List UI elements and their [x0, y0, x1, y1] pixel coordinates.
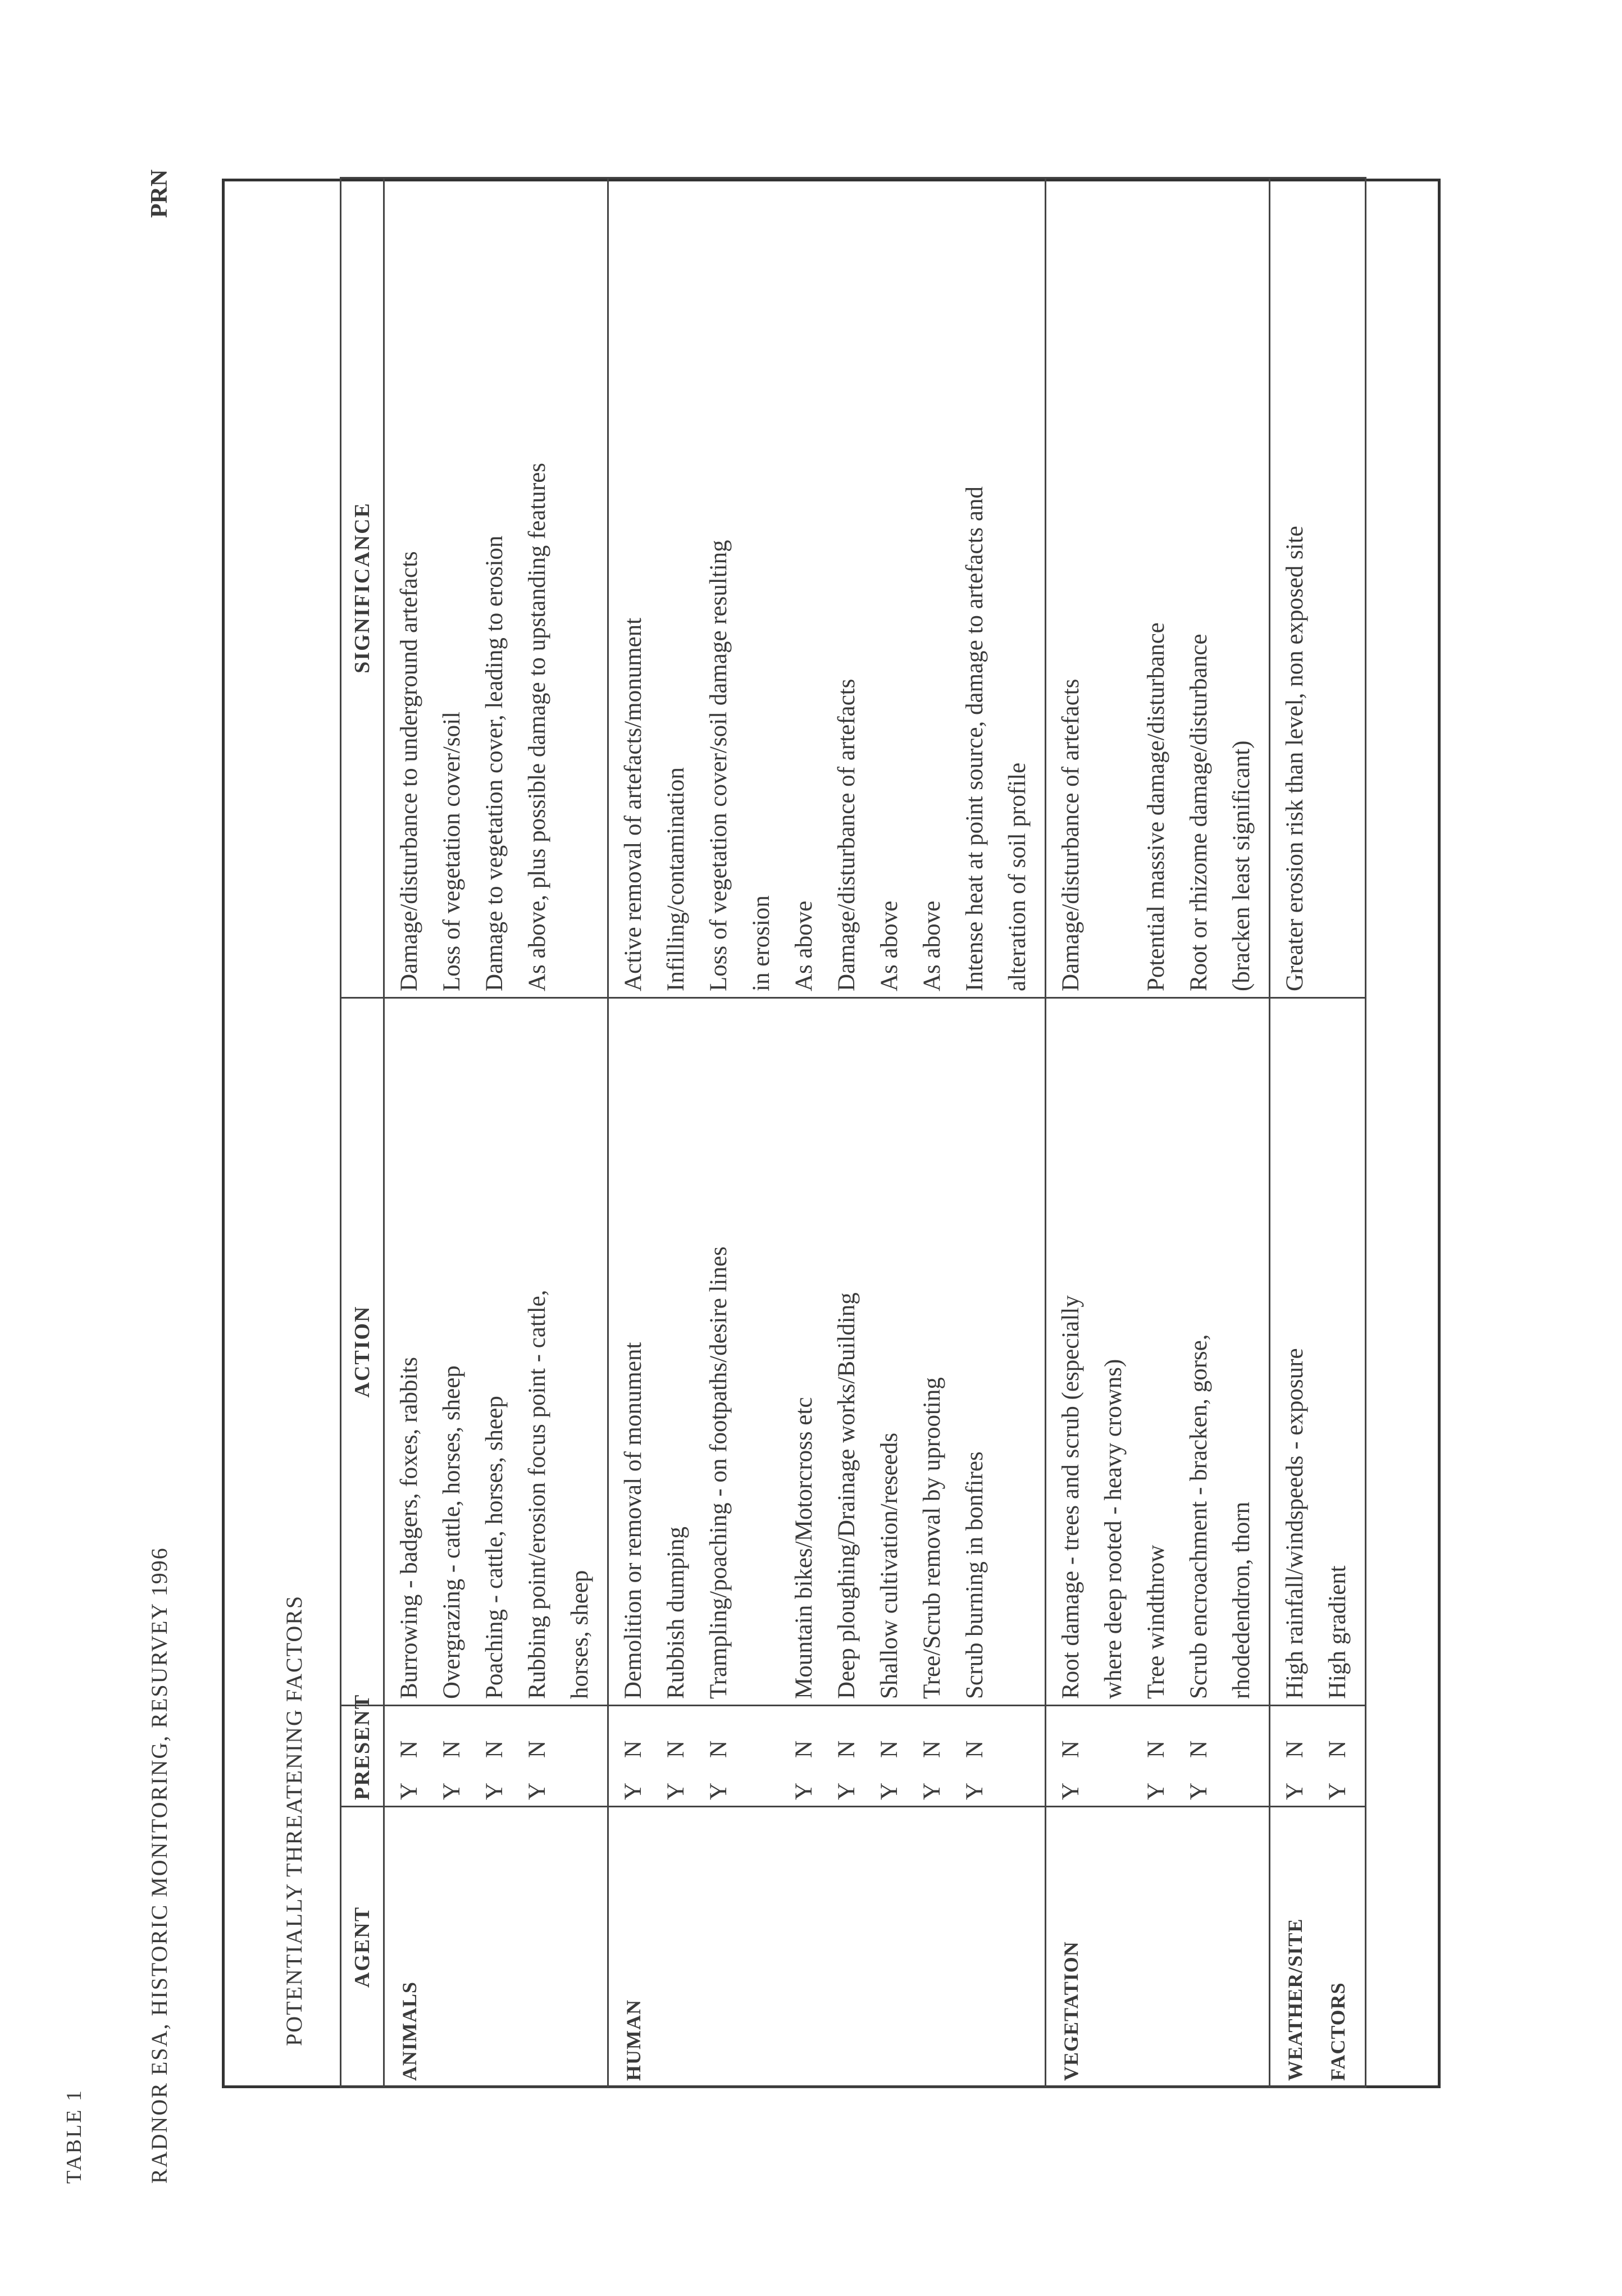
present-no: N [1324, 1740, 1351, 1758]
action-line: Burrowing - badgers, foxes, rabbits [396, 1356, 422, 1699]
present-yes: Y [962, 1782, 988, 1800]
present-yes: Y [481, 1782, 508, 1800]
present-yes: Y [524, 1782, 550, 1800]
present-yes: Y [705, 1782, 732, 1800]
significance-line: Intense heat at point source, damage to artefacts and [962, 486, 988, 991]
action-cell [608, 998, 1046, 1706]
agent-label: FACTORS [1327, 1982, 1349, 2081]
action-line: rhodedendron, thorn [1228, 1501, 1255, 1699]
significance-line: Root or rhizome damage/disturbance [1186, 634, 1212, 991]
action-line: where deep rooted - heavy crowns) [1100, 1359, 1127, 1699]
action-line: Scrub burning in bonfires [962, 1451, 988, 1699]
present-pair [1178, 1712, 1220, 1800]
significance-line: Damage to vegetation cover, leading to erosion [481, 535, 508, 991]
table-body [384, 178, 1366, 2088]
present-pair [516, 1712, 559, 1800]
prn-label: PRN [147, 169, 172, 218]
action-cell [384, 998, 608, 1706]
significance-cell [608, 178, 1046, 998]
significance-line: in erosion [748, 895, 774, 991]
significance-line: As above [791, 900, 817, 991]
present-no: N [705, 1740, 732, 1758]
present-pair [388, 1712, 431, 1800]
significance-line: Greater erosion risk than level, non exposed site [1282, 526, 1308, 991]
present-no: N [396, 1740, 422, 1758]
significance-line: Damage/disturbance of artefacts [1058, 678, 1084, 991]
present-yes: Y [1282, 1782, 1308, 1800]
agent-label: WEATHER/SITE [1284, 1918, 1306, 2081]
significance-cell [1046, 178, 1270, 998]
present-yes: Y [620, 1782, 646, 1800]
action-line: Rubbing point/erosion focus point - cattle, [524, 1290, 550, 1699]
document-title: RADNOR ESA, HISTORIC MONITORING, RESURVEY 1996 [147, 1547, 172, 2184]
action-header: ACTION [341, 998, 384, 1706]
significance-line: alteration of soil profile [1004, 762, 1031, 991]
action-line: Mountain bikes/Motorcross etc [791, 1397, 817, 1699]
present-no: N [833, 1740, 860, 1758]
threatening-factors-table [340, 177, 1366, 2088]
present-pair [740, 1712, 783, 1800]
present-pair [1050, 1712, 1092, 1800]
table-row [608, 178, 1046, 2088]
action-line: Demolition or removal of monument [620, 1342, 646, 1699]
significance-header: SIGNIFICANCE [341, 178, 384, 998]
present-pair [954, 1712, 996, 1800]
present-pair [868, 1712, 911, 1800]
action-line [740, 1004, 783, 1699]
present-pair [473, 1712, 516, 1800]
present-yes [1220, 1758, 1263, 1800]
present-pair [1274, 1712, 1316, 1800]
action-line: Overgrazing - cattle, horses, sheep [439, 1365, 465, 1699]
table-title: POTENTIALLY THREATENING FACTORS [281, 1595, 307, 2046]
present-no: N [1058, 1740, 1084, 1758]
present-yes [559, 1758, 602, 1800]
present-yes: Y [1324, 1782, 1351, 1800]
agent-cell [384, 1807, 608, 2088]
present-yes: Y [791, 1782, 817, 1800]
present-cell [608, 1706, 1046, 1807]
present-yes: Y [439, 1782, 465, 1800]
present-yes: Y [1143, 1782, 1169, 1800]
agent-label: VEGETATION [1060, 1941, 1082, 2081]
present-pair [1135, 1712, 1178, 1800]
significance-line [559, 184, 602, 991]
present-no: N [1282, 1740, 1308, 1758]
action-line: Trampling/poaching - on footpaths/desire lines [705, 1246, 732, 1699]
action-line: Poaching - cattle, horses, sheep [481, 1396, 508, 1699]
significance-line: Infilling/contamination [663, 767, 689, 991]
present-no: N [791, 1740, 817, 1758]
action-line: High rainfall/windspeeds - exposure [1282, 1348, 1308, 1699]
table-row [384, 178, 608, 2088]
present-no: N [620, 1740, 646, 1758]
present-pair [655, 1712, 698, 1800]
table-row [1046, 178, 1270, 2088]
significance-cell [384, 178, 608, 998]
agent-cell [1270, 1807, 1366, 2088]
table-row [1270, 178, 1366, 2088]
present-pair [826, 1712, 868, 1800]
significance-line: (bracken least significant) [1228, 740, 1255, 991]
significance-line [1092, 184, 1135, 991]
action-line: horses, sheep [567, 1570, 593, 1699]
present-no: N [962, 1740, 988, 1758]
action-line: Deep ploughing/Drainage works/Building [833, 1292, 860, 1699]
significance-line [1316, 184, 1359, 991]
significance-line: As above [876, 900, 903, 991]
present-yes: Y [876, 1782, 903, 1800]
present-yes [996, 1758, 1039, 1800]
present-yes: Y [396, 1782, 422, 1800]
action-line: Root damage - trees and scrub (especially [1058, 1295, 1084, 1699]
present-no: N [876, 1740, 903, 1758]
agent-cell [1046, 1807, 1270, 2088]
agent-label: HUMAN [622, 1999, 645, 2081]
significance-line: Damage/disturbance of artefacts [833, 678, 860, 991]
present-pair [911, 1712, 954, 1800]
present-pair [1092, 1712, 1135, 1800]
present-no: N [1143, 1740, 1169, 1758]
present-yes: Y [833, 1782, 860, 1800]
present-pair [1316, 1712, 1359, 1800]
significance-line: Loss of vegetation cover/soil damage resulting [705, 540, 732, 991]
present-yes: Y [1186, 1782, 1212, 1800]
agent-label: ANIMALS [398, 1981, 421, 2081]
action-cell [1270, 998, 1366, 1706]
header-row [341, 178, 384, 2088]
action-line: High gradient [1324, 1565, 1351, 1699]
significance-line: Active removal of artefacts/monument [620, 617, 646, 991]
present-no: N [663, 1740, 689, 1758]
present-cell [1046, 1706, 1270, 1807]
table-frame [222, 179, 1441, 2088]
present-header: PRESENT [341, 1706, 384, 1807]
action-line: Tree/Scrub removal by uprooting [919, 1377, 945, 1699]
present-pair [783, 1712, 826, 1800]
present-pair [431, 1712, 473, 1800]
present-yes: Y [1058, 1782, 1084, 1800]
significance-cell [1270, 178, 1366, 998]
action-line: Tree windthrow [1143, 1545, 1169, 1699]
action-line: Shallow cultivation/reseeds [876, 1432, 903, 1699]
agent-header: AGENT [341, 1807, 384, 2088]
present-pair [612, 1712, 655, 1800]
present-pair [698, 1712, 740, 1800]
present-no: N [1186, 1740, 1212, 1758]
present-pair [1220, 1712, 1263, 1800]
table-number: TABLE 1 [62, 2089, 86, 2184]
present-no: N [919, 1740, 945, 1758]
significance-line: Potential massive damage/disturbance [1143, 622, 1169, 991]
action-line: Scrub encroachment - bracken, gorse, [1186, 1334, 1212, 1699]
present-yes: Y [663, 1782, 689, 1800]
present-cell [384, 1706, 608, 1807]
action-line [996, 1004, 1039, 1699]
present-no: N [439, 1740, 465, 1758]
agent-cell [608, 1807, 1046, 2088]
significance-line: Loss of vegetation cover/soil [439, 712, 465, 991]
present-yes [740, 1758, 783, 1800]
action-line: Rubbish dumping [663, 1526, 689, 1699]
present-yes: Y [919, 1782, 945, 1800]
action-cell [1046, 998, 1270, 1706]
present-pair [559, 1712, 602, 1800]
significance-line: As above, plus possible damage to upstanding features [524, 462, 550, 991]
present-cell [1270, 1706, 1366, 1807]
significance-line: As above [919, 900, 945, 991]
present-no: N [524, 1740, 550, 1758]
present-no: N [481, 1740, 508, 1758]
significance-line: Damage/disturbance to underground artefacts [396, 551, 422, 991]
present-yes [1092, 1758, 1135, 1800]
present-pair [996, 1712, 1039, 1800]
